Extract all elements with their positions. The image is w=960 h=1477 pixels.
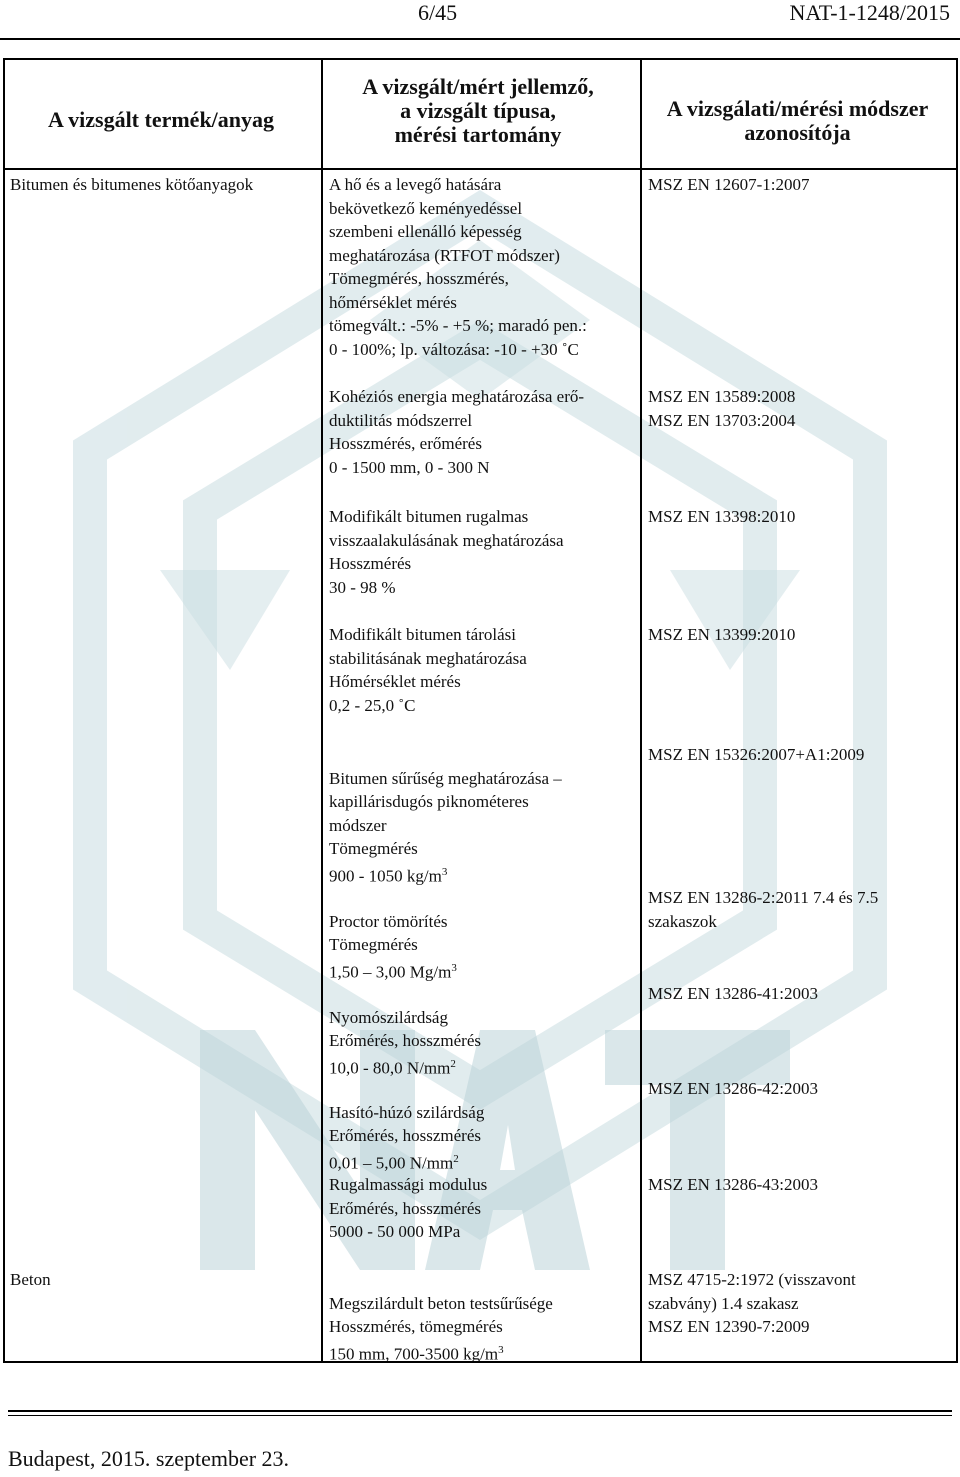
range-tensile: 0,01 – 5,00 N/mm [329,1153,454,1173]
method-storage-stability: MSZ EN 13399:2010 [648,625,796,644]
column-header-product: A vizsgált termék/anyag [47,107,275,132]
column-divider [640,60,642,1361]
method-concrete-density: MSZ 4715-2:1972 (visszavont szabvány) 1.4 szakasz MSZ EN 12390-7:2009 [648,1270,856,1336]
method-rtfot: MSZ EN 12607-1:2007 [648,175,810,194]
unit-exponent: 3 [441,865,448,878]
accreditation-table [3,58,958,1363]
property-concrete-density-text: Megszilárdult beton testsűrűsége Hosszmérés, tömegmérés [329,1293,553,1336]
product-bitumen: Bitumen és bitumenes kötőanyagok [10,175,254,194]
unit-exponent: 2 [453,1152,459,1165]
method-elastic-recovery: MSZ EN 13398:2010 [648,507,796,526]
property-compressive-text: Nyomószilárdság Erőmérés, hosszmérés [329,1007,482,1050]
range-concrete-density: 150 mm, 700-3500 kg/m [329,1344,499,1364]
range-compressive: 10,0 - 80,0 N/mm [329,1058,451,1078]
footer-rule-thin [8,1415,952,1416]
footer-rule [8,1410,952,1412]
method-cohesion: MSZ EN 13589:2008 MSZ EN 13703:2004 [648,387,796,430]
property-storage-stability: Modifikált bitumen tárolási stabilitásának meghatározása Hőmérséklet mérés 0,2 - 25,0 ˚C [329,625,527,715]
property-rtfot: A hő és a levegő hatására bekövetkező keményedéssel szembeni ellenálló képesség meghatározása (RTFOT módszer) Tömegmérés, hosszmérés, hőmérséklet mérés tömegvált.: -5% - +5 %; maradó pen.: 0 - 100%; lp. változása: -10 - +30 ˚C [329,175,587,359]
header-rule [0,38,960,40]
property-elastic-recovery: Modifikált bitumen rugalmas visszaalakulásának meghatározása Hosszmérés 30 - 98 % [329,507,564,597]
method-density: MSZ EN 15326:2007+A1:2009 [648,745,865,764]
range-proctor: 1,50 – 3,00 Mg/m [329,962,452,982]
method-compressive: MSZ EN 13286-41:2003 [648,984,818,1003]
method-tensile: MSZ EN 13286-42:2003 [648,1079,818,1098]
header-divider [5,168,956,170]
method-proctor: MSZ EN 13286-2:2011 7.4 és 7.5 szakaszok [648,888,879,931]
page-number: 6/45 [418,0,458,25]
unit-exponent: 2 [450,1057,456,1070]
document-reference: NAT-1-1248/2015 [789,0,950,25]
column-header-property: A vizsgált/mért jellemző, a vizsgált típusa, mérési tartomány [362,74,594,147]
property-modulus: Rugalmassági modulus Erőmérés, hosszmérés 5000 - 50 000 MPa [329,1175,488,1241]
column-header-method: A vizsgálati/mérési módszer azonosítója [666,96,929,145]
property-density-text: Bitumen sűrűség meghatározása – kapillárisdugós piknométeres módszer Tömegmérés [329,768,562,858]
property-cohesion: Kohéziós energia meghatározása erő- duktilitás módszerrel Hosszmérés, erőmérés 0 - 1500 mm, 0 - 300 N [329,387,585,477]
unit-exponent: 3 [451,961,457,974]
column-divider [321,60,323,1361]
property-tensile-text: Hasító-húzó szilárdság Erőmérés, hosszmérés [329,1102,485,1145]
property-proctor-text: Proctor tömörítés Tömegmérés [329,911,448,954]
product-beton: Beton [10,1270,51,1289]
footer-place-date: Budapest, 2015. szeptember 23. [8,1446,290,1471]
range-density: 900 - 1050 kg/m [329,866,442,886]
method-modulus: MSZ EN 13286-43:2003 [648,1175,818,1194]
unit-exponent: 3 [498,1343,504,1356]
